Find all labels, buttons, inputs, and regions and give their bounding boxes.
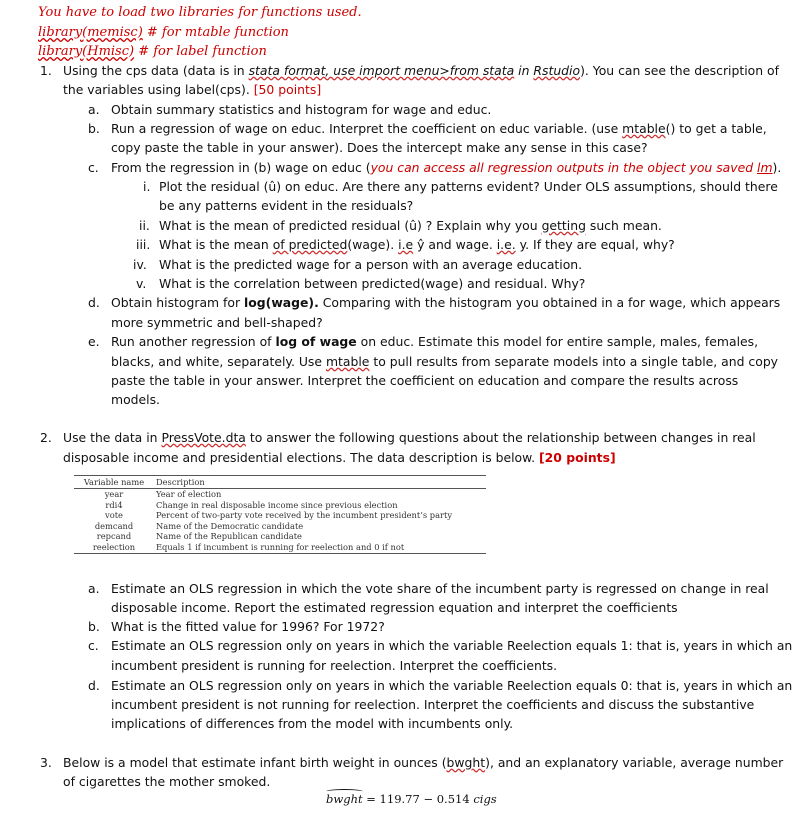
q3-line-2: of cigarettes the mother smoked. <box>63 774 271 789</box>
q2c-label: c. <box>88 638 99 653</box>
q2-text: Use the data in <box>63 430 162 445</box>
var-desc: Name of the Republican candidate <box>156 531 302 542</box>
q1e-label: e. <box>88 334 100 349</box>
table-row <box>74 500 486 511</box>
q2d-label: d. <box>88 678 100 693</box>
q1b-line-2: copy paste the table in your answer). Does the intercept make any sense in this case? <box>111 140 648 155</box>
table-row <box>74 542 486 553</box>
q1e-logwage: log of wage <box>275 334 357 349</box>
table-header-row <box>74 476 486 489</box>
q1ciii-part: ŷ and wage. <box>413 237 497 252</box>
q1b-label: b. <box>88 121 100 136</box>
q1b-text: Run a regression of wage on educ. Interpret the coefficient on educ variable. (use <box>111 121 623 136</box>
q2a-label: a. <box>88 581 100 596</box>
library-memisc-code: library(memisc) <box>38 25 143 40</box>
q1d-text: Comparing with the histogram you obtained in a for wage, which appears <box>318 295 781 310</box>
table-row <box>74 510 486 521</box>
q1d-line-2: more symmetric and bell-shaped? <box>111 315 323 330</box>
header-line-2 <box>38 25 289 40</box>
q1e-line-4: models. <box>111 392 160 407</box>
q1-text: ). You can see the description of <box>580 63 779 78</box>
q2c-line-2: incumbent president is running for reelection. Interpret the coefficients. <box>111 658 558 673</box>
variable-description-table <box>74 475 486 554</box>
q1d-text: Obtain histogram for <box>111 295 245 310</box>
q1ciii-label: iii. <box>136 237 151 252</box>
q3-text: ), and an explanatory variable, average number <box>485 755 784 770</box>
q1e-text: Run another regression of <box>111 334 276 349</box>
q1-text: the variables using label(cps). <box>63 82 254 97</box>
q1e-text: to pull results from separate models into a single table, and copy <box>369 354 779 369</box>
col-variable-name: Variable name <box>74 476 154 489</box>
equation-lhs: bwght <box>326 792 363 806</box>
var-name: vote <box>105 510 123 521</box>
q1cii-part: such mean. <box>585 218 662 233</box>
q2c-line-1: Estimate an OLS regression only on years in which the variable Reelection equals 1: that is, years in which an <box>111 638 792 653</box>
q1civ-text: What is the predicted wage for a person with an average education. <box>159 257 583 272</box>
q2a-line-1: Estimate an OLS regression in which the vote share of the incumbent party is regressed on change in real <box>111 581 769 596</box>
q3-line-1 <box>63 755 783 770</box>
library-hmisc-comment: # for label function <box>134 44 267 59</box>
q3-text: Below is a model that estimate infant birth weight in ounces ( <box>63 755 447 770</box>
q1ci-line-1: Plot the residual (û) on educ. Are there any patterns evident? Under OLS assumptions, should there <box>159 179 778 194</box>
var-desc: Percent of two-party vote received by the incumbent president’s party <box>156 510 453 521</box>
q1ci-label: i. <box>143 179 151 194</box>
q2d-line-2: incumbent president is not running for reelection. Interpret the coefficients and discuss the substantive <box>111 697 755 712</box>
q1-line-1 <box>63 63 779 78</box>
var-name: demcand <box>94 520 134 531</box>
var-desc: Change in real disposable income since previous election <box>156 499 398 510</box>
q2-points: [20 points] <box>538 450 616 465</box>
q2d-line-1: Estimate an OLS regression only on years in which the variable Reelection equals 0: that is, years in which an <box>111 678 792 693</box>
var-desc: Year of election <box>156 489 222 499</box>
q1ci-line-2: be any patterns evident in the residuals? <box>159 198 414 213</box>
q1cii-part: What is the mean of predicted residual (û) ? Explain why you <box>159 218 542 233</box>
equation-variable: cigs <box>473 792 497 806</box>
var-name: reelection <box>74 542 154 553</box>
q1c-lm: lm <box>757 160 773 175</box>
q1c-line-1 <box>111 160 781 175</box>
header-line-3 <box>38 44 267 59</box>
q1cii-getting: getting <box>541 218 586 233</box>
header-line-1: You have to load two libraries for functions used. <box>38 5 362 20</box>
q2-pressvote-file: PressVote.dta <box>161 430 246 445</box>
var-name: year <box>104 489 124 499</box>
q1d-line-1 <box>111 295 780 310</box>
q1-rstudio: Rstudio <box>533 63 581 78</box>
q1ciii-text <box>159 237 675 252</box>
q1-number: 1. <box>40 63 52 78</box>
q1ciii-predicted: of predicted <box>272 237 348 252</box>
q2-text: to answer the following questions about the relationship between changes in real <box>245 430 756 445</box>
q1civ-label: iv. <box>133 257 147 272</box>
q1ciii-part: y. If they are equal, why? <box>515 237 675 252</box>
q1-line-2 <box>63 82 321 97</box>
table-row <box>74 489 486 500</box>
q1cii-text <box>159 218 662 233</box>
q2b-label: b. <box>88 619 100 634</box>
q2-text: disposable income and presidential elections. The data description is below. <box>63 450 539 465</box>
q1ciii-ie: i.e. <box>496 237 516 252</box>
q1a-label: a. <box>88 102 100 117</box>
table-row <box>74 531 486 542</box>
q1cv-text: What is the correlation between predicted(wage) and residual. Why? <box>159 276 586 291</box>
q1b-mtable: mtable <box>622 121 666 136</box>
var-desc: Name of the Democratic candidate <box>156 520 304 531</box>
q1d-label: d. <box>88 295 100 310</box>
library-memisc-comment: # for mtable function <box>142 25 289 40</box>
q1cv-label: v. <box>136 276 147 291</box>
q1c-hint: you can access all regression outputs in the object you saved <box>370 160 758 175</box>
q2-number: 2. <box>40 430 52 445</box>
var-name: rdi4 <box>105 499 123 510</box>
equation-rhs: = 119.77 − 0.514 <box>362 792 474 806</box>
regression-equation <box>326 792 497 806</box>
q2-line-2 <box>63 450 616 465</box>
q1c-label: c. <box>88 160 99 175</box>
q1d-logwage: log(wage). <box>244 295 319 310</box>
q3-number: 3. <box>40 755 52 770</box>
q1e-line-1 <box>111 334 758 349</box>
q2-line-1 <box>63 430 756 445</box>
q1c-text: ). <box>772 160 782 175</box>
q1ciii-part: What is the mean <box>159 237 273 252</box>
library-hmisc-code: library(Hmisc) <box>38 44 135 59</box>
q1e-text: blacks, and white, separately. Use <box>111 354 326 369</box>
q1-stata-import: stata format, use import menu>from stata <box>248 63 515 78</box>
q1e-mtable: mtable <box>325 354 370 369</box>
var-desc: Equals 1 if incumbent is running for reelection and 0 if not <box>154 542 486 553</box>
col-description: Description <box>154 476 486 489</box>
q1ciii-ie: i.e <box>398 237 414 252</box>
q1ciii-part: (wage). <box>347 237 399 252</box>
q3-bwght: bwght <box>446 755 486 770</box>
q2b-text: What is the fitted value for 1996? For 1972? <box>111 619 385 634</box>
q2a-line-2: disposable income. Report the estimated regression equation and interpret the coefficients <box>111 600 678 615</box>
q1cii-label: ii. <box>139 218 150 233</box>
q1c-text: From the regression in (b) wage on educ ( <box>111 160 371 175</box>
q1b-line-1 <box>111 121 767 136</box>
q1b-text: () to get a table, <box>665 121 767 136</box>
q1-text: in <box>514 63 534 78</box>
q1e-line-2 <box>111 354 778 369</box>
var-name: repcand <box>96 531 132 542</box>
q1a-text: Obtain summary statistics and histogram for wage and educ. <box>111 102 492 117</box>
q2d-line-3: implications of differences from the model with incumbents only. <box>111 716 514 731</box>
q1-text: Using the cps data (data is in <box>63 63 249 78</box>
table-row <box>74 521 486 532</box>
q1e-line-3: paste the table in your answer. Interpret the coefficient on education and compare the results across <box>111 373 739 388</box>
q1-points: [50 points] <box>253 82 322 97</box>
q1e-text: on educ. Estimate this model for entire sample, males, females, <box>356 334 759 349</box>
